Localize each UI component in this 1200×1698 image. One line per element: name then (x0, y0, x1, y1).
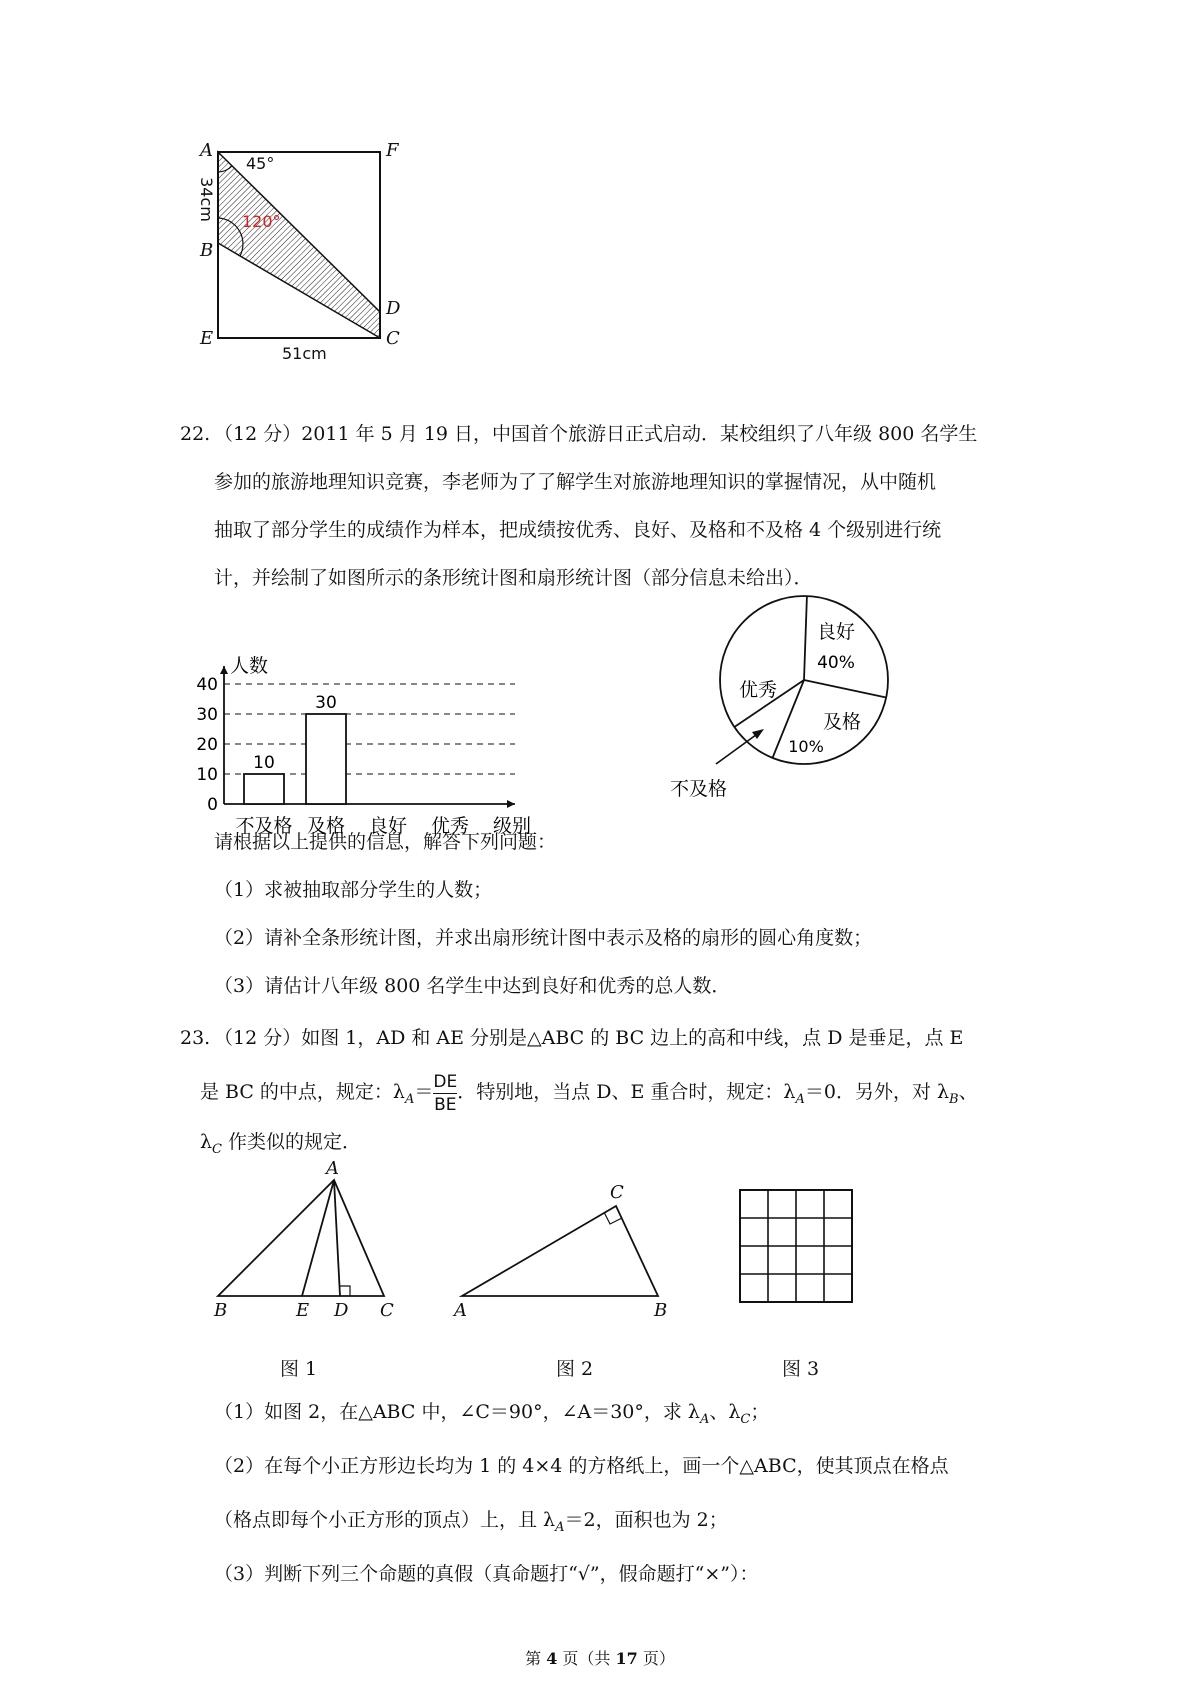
fig1-label-d: D (334, 1300, 349, 1321)
altitude-ad (334, 1180, 340, 1296)
q22-line-2: 参加的旅游地理知识竞赛，李老师为了了解学生对旅游地理知识的掌握情况，从中随机 (214, 471, 937, 493)
bar-不及格 (244, 774, 284, 804)
bar-及格 (306, 714, 346, 804)
figure-2-caption: 图 2 (556, 1358, 594, 1380)
figure-1 (200, 1158, 400, 1328)
figure-1-caption: 图 1 (280, 1358, 318, 1380)
page-footer: 第 4 页（共 17 页） (525, 1649, 675, 1668)
fig1-label-a: A (326, 1158, 339, 1179)
x-tick-label: 及格 (306, 815, 346, 837)
q23-number: 23. (180, 1027, 211, 1049)
q23-line-1: （12 分）如图 1，AD 和 AE 分别是△ABC 的 BC 边上的高和中线，点 D 是垂足，点 E (214, 1027, 964, 1049)
fig21-angle-45: 45° (246, 154, 275, 173)
fig21-label-f: F (386, 140, 399, 161)
figure-2-drawing (450, 1178, 680, 1328)
q22-sub-2: （2）请补全条形统计图，并求出扇形统计图中表示及格的扇形的圆心角度数； (214, 927, 873, 949)
q23-sub-2-line-2: （格点即每个小正方形的顶点）上，且 $\lambda_A=2$，面积也为 2； (214, 1509, 728, 1535)
fig21-label-e: E (200, 328, 214, 349)
figure-3 (738, 1188, 858, 1308)
q22-prompt: 请根据以上提供的信息，解答下列问题： (214, 831, 557, 853)
q22-number: 22. (180, 423, 211, 445)
triangle-abc (218, 1180, 384, 1296)
fig21-angle-120: 120° (242, 212, 281, 231)
slice-label-youxiu: 优秀 (738, 679, 778, 701)
y-axis-label: 人数 (230, 655, 269, 677)
slice-label-jige: 及格 (822, 711, 862, 733)
fig2-label-b: B (654, 1300, 668, 1321)
median-ae (302, 1180, 334, 1296)
figure-2 (450, 1178, 680, 1328)
y-tick-label: 40 (196, 675, 218, 695)
bar-data-label: 10 (253, 753, 275, 773)
q22-line-1: （12 分）2011 年 5 月 19 日，中国首个旅游日正式启动．某校组织了八年级 800 名学生 (214, 423, 978, 445)
fig1-label-b: B (214, 1300, 228, 1321)
y-tick-label: 0 (207, 795, 218, 815)
pie-chart-svg (670, 590, 920, 810)
fig2-label-a: A (454, 1300, 467, 1321)
q23-sub-3: （3）判断下列三个命题的真假（真命题打“√”，假命题打“×”）： (214, 1563, 759, 1585)
pie-chart (670, 590, 920, 810)
fig21-dim-51cm: 51cm (282, 344, 327, 363)
q22-line-3: 抽取了部分学生的成绩作为样本，把成绩按优秀、良好、及格和不及格 4 个级别进行统 (214, 519, 942, 541)
page-number: 4 (546, 1649, 558, 1668)
fig21-label-a: A (200, 140, 213, 161)
figure-3-caption: 图 3 (782, 1358, 820, 1380)
shaded-strip (218, 152, 380, 338)
q22-sub-3: （3）请估计八年级 800 名学生中达到良好和优秀的总人数． (214, 975, 731, 997)
slice-pct-bujige: 10% (788, 737, 824, 756)
slice-label-bujige: 不及格 (670, 778, 728, 800)
y-tick-label: 30 (196, 705, 218, 725)
y-axis-arrow (220, 666, 228, 674)
bar-chart-svg (196, 600, 580, 837)
fig21-label-c: C (386, 328, 400, 349)
fig21-dim-34cm: 34cm (196, 177, 216, 222)
fig2-label-c: C (610, 1182, 624, 1203)
slice-pct-liang: 40% (817, 653, 855, 673)
fig21-label-d: D (386, 298, 401, 319)
bar-chart (196, 600, 580, 837)
fig1-label-e: E (296, 1300, 310, 1321)
q23-line-3: $\lambda_C$ 作类似的规定． (200, 1131, 362, 1157)
y-tick-label: 20 (196, 735, 218, 755)
x-axis-label: 级别 (492, 815, 532, 837)
right-triangle-abc (462, 1206, 658, 1296)
x-tick-label: 不及格 (235, 815, 293, 837)
q23-fraction: $\frac{DE}{BE}$ (433, 1071, 458, 1115)
y-tick-label: 10 (196, 765, 218, 785)
x-tick-label: 优秀 (430, 815, 470, 837)
fig1-label-c: C (380, 1300, 394, 1321)
q22-sub-1: （1）求被抽取部分学生的人数； (214, 879, 493, 901)
q23-sub-1: （1）如图 2，在△ABC 中，∠C＝90°，∠A＝30°，求 $\lambda_A$、$\lambda_C$； (214, 1401, 770, 1427)
bar-data-label: 30 (315, 693, 337, 713)
right-angle-mark (340, 1286, 350, 1296)
figure-21 (196, 140, 440, 400)
fig21-label-b: B (200, 240, 214, 261)
page-total: 17 (615, 1649, 638, 1668)
slice-label-liang: 良好 (816, 621, 856, 643)
q23-sub-2-line-1: （2）在每个小正方形边长均为 1 的 4×4 的方格纸上，画一个△ABC，使其顶点在格点 (214, 1455, 949, 1477)
q22-line-4: 计，并绘制了如图所示的条形统计图和扇形统计图（部分信息未给出）． (214, 567, 813, 589)
q23-line-2: 是 BC 的中点，规定：$\lambda_A=$ $\frac{DE}{BE}$ ．特别地，当点 D、E 重合时，规定：$\lambda_A=0$．另外，对 $\lambda_B$、 (200, 1071, 978, 1115)
x-tick-label: 良好 (368, 815, 408, 837)
figure-3-grid (738, 1188, 858, 1308)
x-axis-arrow (507, 800, 515, 808)
